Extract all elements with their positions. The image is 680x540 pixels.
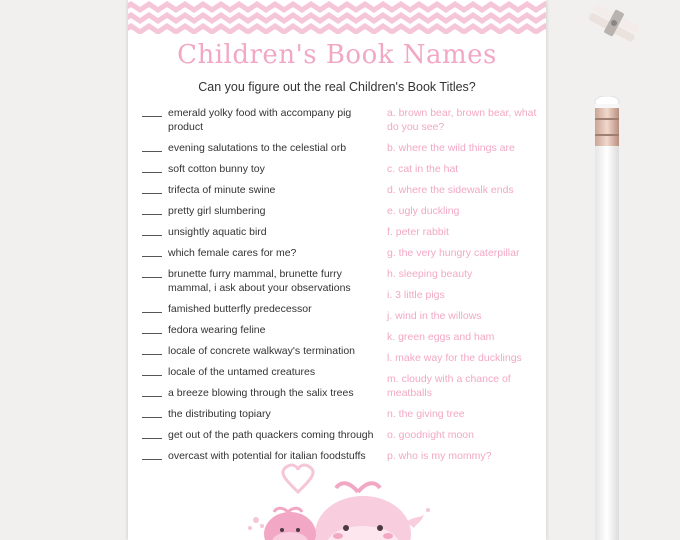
answer-option: k. green eggs and ham <box>387 331 495 343</box>
answer-option: d. where the sidewalk ends <box>387 184 514 196</box>
wooden-clothespin-icon <box>585 0 643 46</box>
answer-blank[interactable] <box>142 428 162 439</box>
answer-option: b. where the wild things are <box>387 142 515 154</box>
game-card <box>128 0 546 540</box>
card-subtitle: Can you figure out the real Children's Book Titles? <box>198 80 476 94</box>
clue-row <box>142 449 382 463</box>
answer-option: h. sleeping beauty <box>387 268 473 280</box>
answer-option: e. ugly duckling <box>387 205 460 217</box>
chevron-border <box>128 0 546 34</box>
answer-blank[interactable] <box>142 449 162 460</box>
clue-text: trifecta of minute swine <box>168 184 276 196</box>
clue-text: emerald yolky food with accompany pig product <box>168 107 352 133</box>
answer-option: n. the giving tree <box>387 408 465 420</box>
answer-option: f. peter rabbit <box>387 226 449 238</box>
answer-option: c. cat in the hat <box>387 163 459 175</box>
clue-text: get out of the path quackers coming through <box>168 429 374 441</box>
clue-row <box>142 106 382 134</box>
answer-blank[interactable] <box>142 407 162 418</box>
answer-blank[interactable] <box>142 302 162 313</box>
clue-row <box>142 162 382 176</box>
answer-blank[interactable] <box>142 365 162 376</box>
answer-option: j. wind in the willows <box>387 310 482 322</box>
answer-blank[interactable] <box>142 267 162 278</box>
clue-text: locale of concrete walkway's termination <box>168 345 356 357</box>
answer-option: l. make way for the ducklings <box>387 352 522 364</box>
clue-text: brunette furry mammal, brunette furry mammal, i ask about your observations <box>168 268 351 294</box>
answer-blank[interactable] <box>142 323 162 334</box>
clue-row <box>142 267 382 295</box>
answer-option: m. cloudy with a chance of meatballs <box>387 373 511 399</box>
clue-row <box>142 407 382 421</box>
clue-text: fedora wearing feline <box>168 324 266 336</box>
answer-blank[interactable] <box>142 225 162 236</box>
answer-option: p. who is my mommy? <box>387 450 492 462</box>
answer-blank[interactable] <box>142 204 162 215</box>
clue-row <box>142 302 382 316</box>
clue-row <box>142 365 382 379</box>
clue-row <box>142 344 382 358</box>
answer-blank[interactable] <box>142 141 162 152</box>
clue-row <box>142 428 382 442</box>
answer-blank[interactable] <box>142 162 162 173</box>
clue-row <box>142 386 382 400</box>
clue-text: evening salutations to the celestial orb <box>168 142 347 154</box>
card-title: Children's Book Names <box>177 40 497 70</box>
clue-row <box>142 204 382 218</box>
clue-text: unsightly aquatic bird <box>168 226 267 238</box>
clue-text: soft cotton bunny toy <box>168 163 265 175</box>
clue-row <box>142 141 382 155</box>
clue-row <box>142 246 382 260</box>
clue-text: locale of the untamed creatures <box>168 366 316 378</box>
clue-row <box>142 323 382 337</box>
answer-blank[interactable] <box>142 246 162 257</box>
answer-blank[interactable] <box>142 344 162 355</box>
whale-family-icon <box>218 462 438 540</box>
heart-outline-icon <box>283 465 313 492</box>
clue-text: a breeze blowing through the salix trees <box>168 387 354 399</box>
clue-text: famished butterfly predecessor <box>168 303 312 315</box>
answer-blank[interactable] <box>142 386 162 397</box>
clue-row <box>142 225 382 239</box>
clue-text: the distributing topiary <box>168 408 271 420</box>
answer-option: g. the very hungry caterpillar <box>387 247 520 259</box>
answer-option: o. goodnight moon <box>387 429 474 441</box>
clue-text: overcast with potential for italian foodstuffs <box>168 450 366 462</box>
clue-row <box>142 183 382 197</box>
clue-text: pretty girl slumbering <box>168 205 266 217</box>
answer-option: i. 3 little pigs <box>387 289 445 301</box>
pencil-icon <box>590 96 624 540</box>
clue-text: which female cares for me? <box>168 247 297 259</box>
answer-blank[interactable] <box>142 106 162 117</box>
answer-blank[interactable] <box>142 183 162 194</box>
answer-option: a. brown bear, brown bear, what do you see? <box>387 107 537 133</box>
